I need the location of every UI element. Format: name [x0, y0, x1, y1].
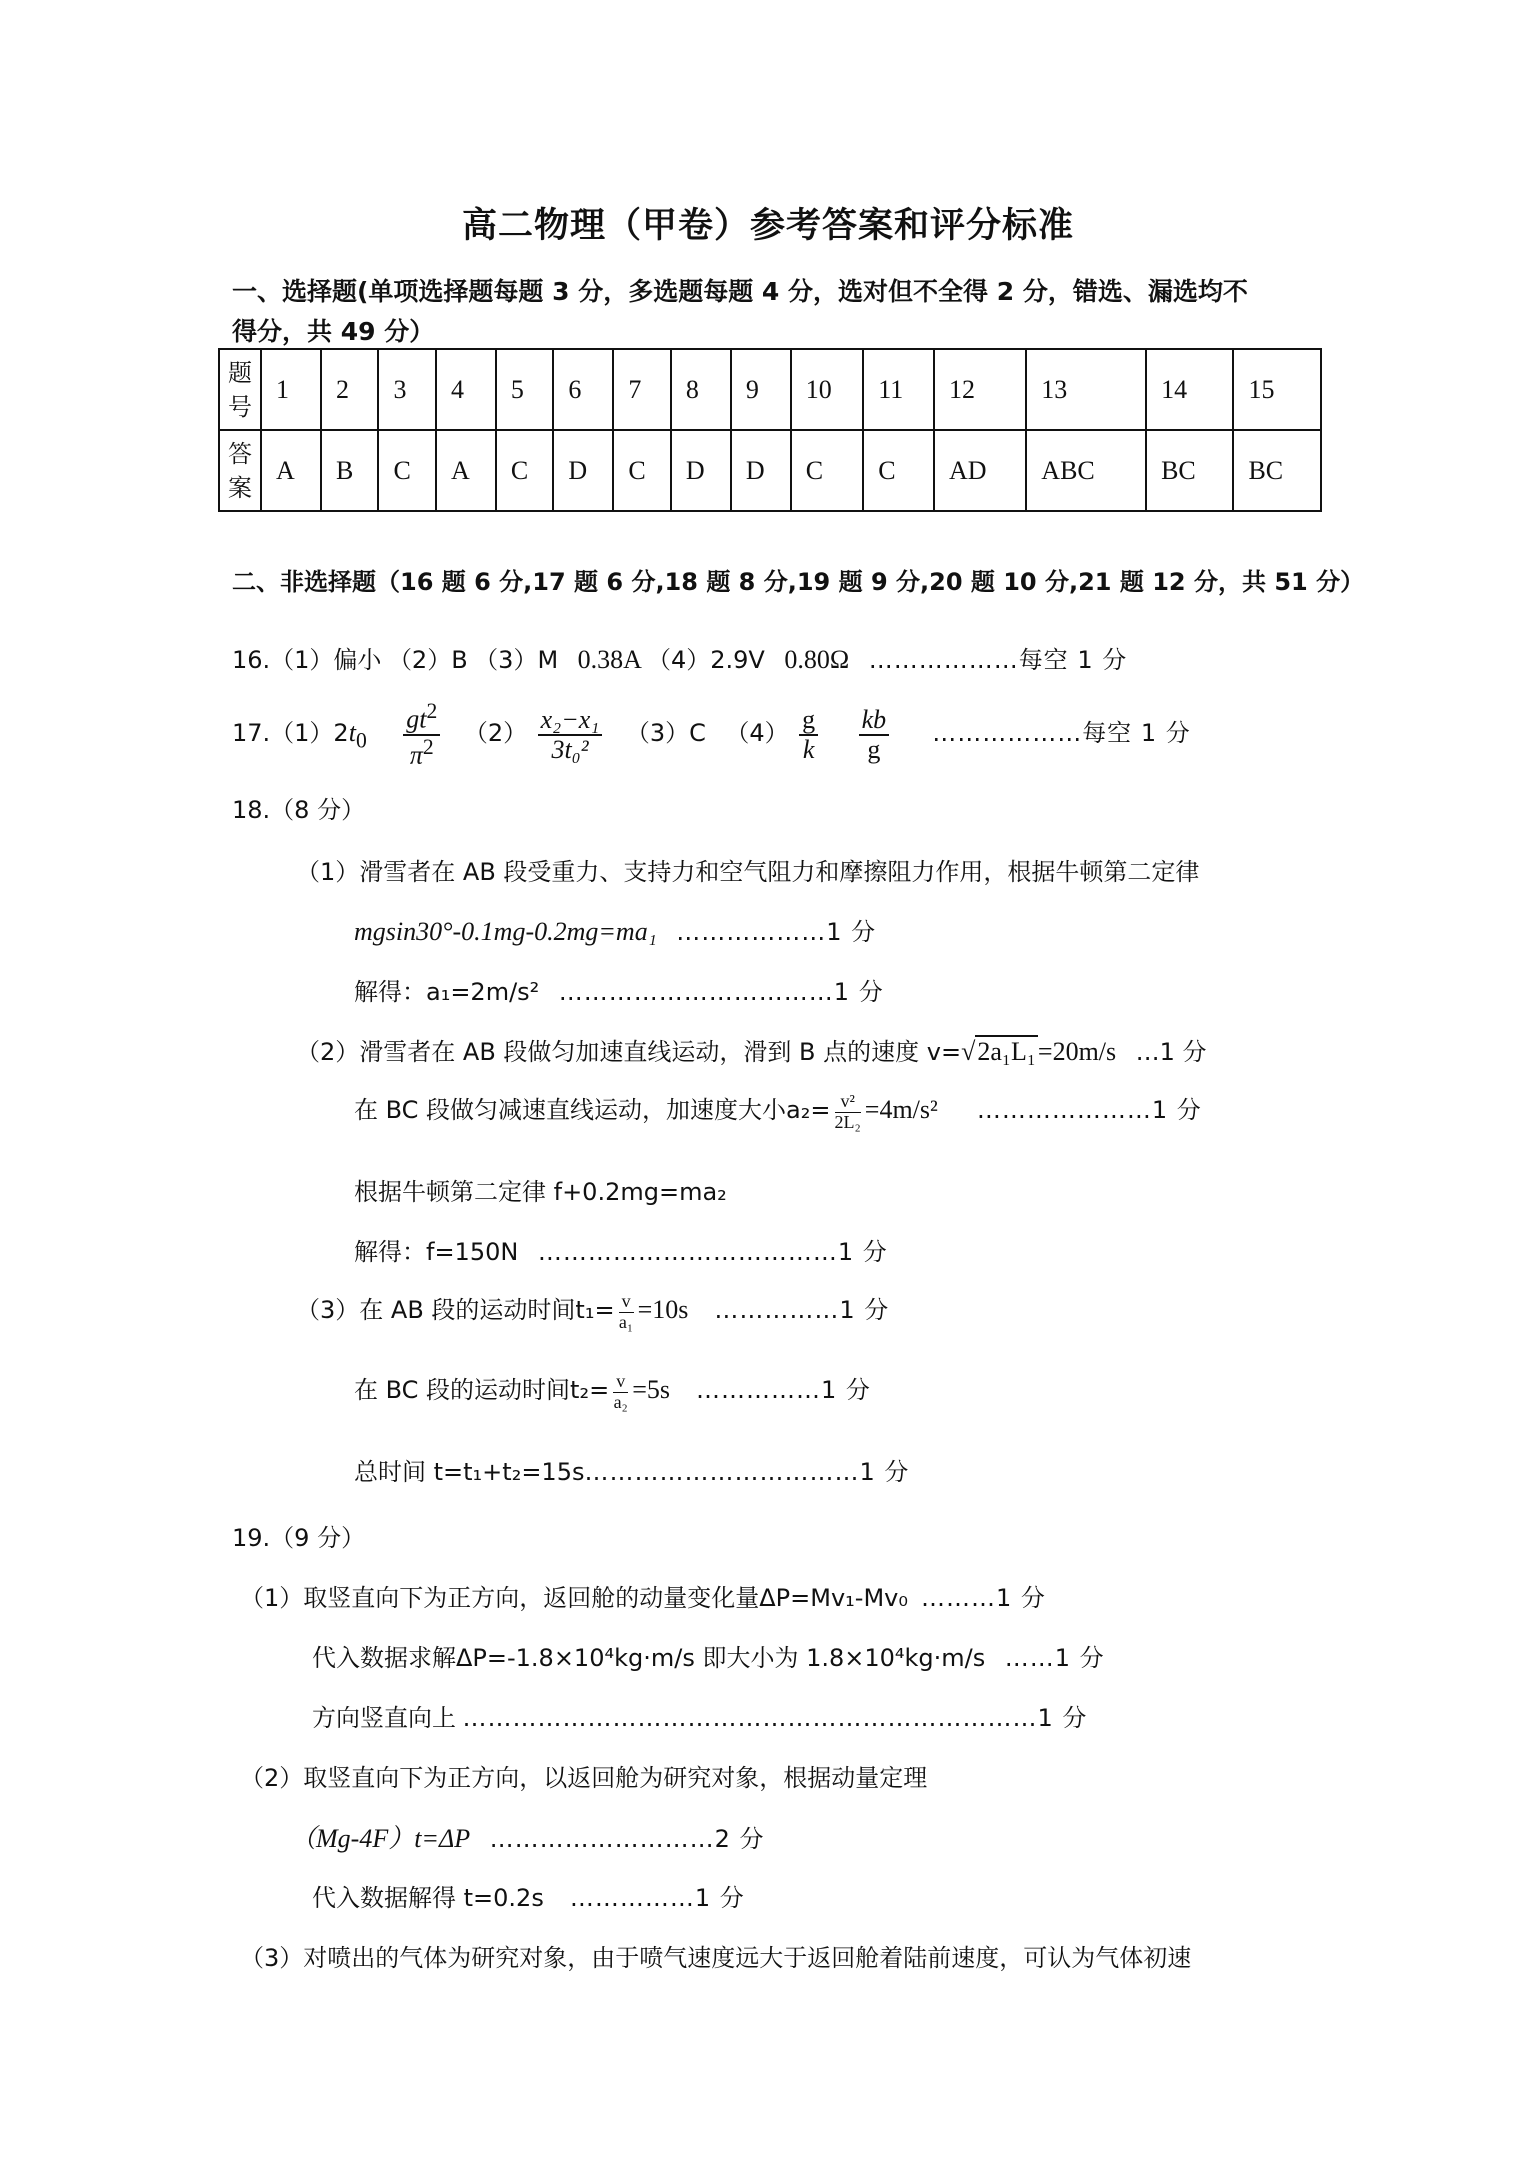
q19-substitute: [312, 1638, 1105, 1673]
q18-friction-text: 解得：f=150N: [354, 1238, 519, 1266]
q19-impulse-text: （Mg-4F）t=ΔP: [290, 1824, 471, 1853]
question-number-row: [219, 349, 1321, 430]
answer-cell: BC: [1146, 430, 1233, 511]
q18-heading: 18.（8 分）: [232, 796, 366, 824]
q19-substitute-score: ……1 分: [1004, 1644, 1105, 1672]
q18-t1-den: a₁: [618, 1311, 634, 1332]
q18-part2-score: …1 分: [1135, 1038, 1207, 1066]
question-number-cell: 4: [436, 349, 496, 430]
row-header-answer: 答 案: [219, 430, 261, 511]
q18-eq1-text: mgsin30°-0.1mg-0.2mg=ma₁: [354, 917, 657, 946]
question-number-cell: 7: [613, 349, 670, 430]
answer-cell: D: [731, 430, 791, 511]
answer-cell: B: [321, 430, 378, 511]
q19-direction-score: ……………………………………………………………1 分: [462, 1704, 1088, 1732]
answer-cell: A: [436, 430, 496, 511]
q18-t2-score: ……………1 分: [695, 1376, 871, 1404]
row-header-question: 题 号: [219, 349, 261, 430]
section1-heading: 一、选择题(单项选择题每题 3 分，多选题每题 4 分，选对但不全得 2 分，错选、漏选均不: [232, 277, 1248, 306]
q18-t1-text: （3）在 AB 段的运动时间t₁=: [296, 1296, 615, 1324]
q19-part2: （2）取竖直向下为正方向，以返回舱为研究对象，根据动量定理: [240, 1764, 928, 1792]
q17-f1-den: π: [409, 740, 423, 770]
q18-t1-fraction: [619, 1292, 634, 1333]
question-number-cell: 2: [321, 349, 378, 430]
q18-total: [354, 1452, 909, 1487]
q18-eq1: [354, 912, 876, 947]
question-number-cell: 14: [1146, 349, 1233, 430]
q18-t1-score: ……………1 分: [714, 1296, 890, 1324]
q17-answer: [232, 700, 1191, 771]
q18-t1-num: v: [619, 1292, 634, 1313]
q18-accel-value: =4m/s²: [864, 1095, 938, 1124]
q17-f1-num: gt: [406, 704, 427, 734]
q18-eq2-text: 解得：a₁=2m/s²: [354, 978, 540, 1006]
q18-part3: [296, 1290, 889, 1332]
answer-cell: D: [553, 430, 613, 511]
q18-total-text: 总时间 t=t₁+t₂=15s: [354, 1458, 585, 1486]
question-number-cell: 9: [731, 349, 791, 430]
question-number-cell: 15: [1233, 349, 1321, 430]
q18-t2-value: =5s: [632, 1375, 670, 1404]
q16-answer: [232, 640, 1127, 675]
question-number-cell: 1: [261, 349, 321, 430]
q18-friction: [354, 1232, 888, 1267]
q18-t2-den: a₂: [613, 1391, 628, 1412]
q18-part2: （2）滑雪者在 AB 段做匀加速直线运动，滑到 B 点的速度 v=√2a₁L₁=20m/s …1 分: [296, 1037, 1207, 1066]
q18-accel: [354, 1090, 1202, 1132]
q18-accel-score: …………………1 分: [976, 1096, 1202, 1124]
q17-part1: 17.（1）2: [232, 719, 349, 748]
q18-eq1-score: ………………1 分: [676, 918, 877, 946]
q16-score: ………………每空 1 分: [868, 646, 1128, 674]
answer-row: [219, 430, 1321, 511]
q17-f2-num: x₂−x₁: [540, 704, 600, 734]
q18-eq2: [354, 972, 884, 1007]
q19-substitute-text: 代入数据求解ΔP=-1.8×10⁴kg·m/s 即大小为 1.8×10⁴kg·m/s: [312, 1644, 986, 1672]
q16-resistance: 0.80Ω: [784, 645, 850, 674]
q17-part2: （2）: [463, 719, 528, 748]
q18-t2: [354, 1370, 871, 1412]
section1-heading-cont: 得分，共 49 分）: [232, 317, 435, 346]
q19-time: [312, 1878, 745, 1913]
q16-part1: 16.（1）偏小: [232, 646, 382, 674]
q19-direction: [312, 1698, 1087, 1733]
q18-velocity: =20m/s: [1037, 1037, 1117, 1066]
q18-accel-fraction: [835, 1092, 861, 1133]
q17-f4-den: g: [867, 735, 881, 765]
q19-direction-text: 方向竖直向上: [312, 1704, 456, 1732]
answer-cell: C: [613, 430, 670, 511]
q19-part1: [240, 1578, 1046, 1613]
q18-eq2-score: ……………………………1 分: [558, 978, 884, 1006]
q16-current: 0.38A: [577, 645, 641, 674]
q18-part2-text: （2）滑雪者在 AB 段做匀加速直线运动，滑到 B 点的速度 v=: [296, 1038, 962, 1066]
q18-accel-den: 2L₂: [834, 1111, 861, 1132]
answer-cell: D: [671, 430, 731, 511]
q17-f1-den-sup: 2: [422, 735, 434, 760]
q17-part3: （3）C: [625, 719, 706, 748]
q19-part3: （3）对喷出的气体为研究对象，由于喷气速度远大于返回舱着陆前速度，可认为气体初速: [240, 1944, 1192, 1972]
question-number-cell: 3: [378, 349, 435, 430]
q18-t2-text: 在 BC 段的运动时间t₂=: [354, 1376, 610, 1404]
q18-part1: （1）滑雪者在 AB 段受重力、支持力和空气阻力和摩擦阻力作用，根据牛顿第二定律: [296, 858, 1200, 886]
q18-accel-num: v²: [835, 1092, 861, 1113]
q19-impulse-score: ………………………2 分: [489, 1825, 765, 1853]
q19-part1-score: ………1 分: [921, 1584, 1046, 1612]
question-number-cell: 13: [1026, 349, 1146, 430]
answer-cell: C: [863, 430, 934, 511]
q19-time-score: ……………1 分: [569, 1884, 745, 1912]
q18-newton: 根据牛顿第二定律 f+0.2mg=ma₂: [354, 1178, 727, 1206]
q18-t2-fraction: [613, 1372, 628, 1413]
q17-t0: t: [348, 718, 356, 748]
q18-accel-text: 在 BC 段做匀减速直线运动，加速度大小a₂=: [354, 1096, 831, 1124]
question-number-cell: 8: [671, 349, 731, 430]
q17-fraction-4: [859, 706, 890, 765]
q19-heading: 19.（9 分）: [232, 1524, 366, 1552]
q17-t0-sub: 0: [355, 728, 367, 753]
question-number-cell: 12: [934, 349, 1026, 430]
question-number-cell: 11: [863, 349, 934, 430]
q17-f4-num: kb: [861, 704, 887, 734]
answer-cell: AD: [934, 430, 1026, 511]
q18-total-score: ……………………………1 分: [584, 1458, 910, 1486]
q17-f3-num: g: [799, 706, 818, 737]
answer-cell: A: [261, 430, 321, 511]
q19-impulse: [290, 1818, 765, 1855]
q19-part1-text: （1）取竖直向下为正方向，返回舱的动量变化量ΔP=Mv₁-Mv₀: [240, 1584, 908, 1612]
q16-part4: （4）2.9V: [647, 646, 765, 674]
q18-sqrt: 2a₁L₁: [977, 1037, 1036, 1066]
q17-fraction-2: [538, 706, 603, 765]
q18-friction-score: ………………………………1 分: [537, 1238, 888, 1266]
answer-cell: ABC: [1026, 430, 1146, 511]
q16-part2: （2）B: [387, 646, 468, 674]
q19-time-text: 代入数据解得 t=0.2s: [312, 1884, 544, 1912]
q17-fraction-1: [403, 700, 440, 771]
q17-f1-sup: 2: [426, 699, 438, 723]
question-number-cell: 10: [791, 349, 863, 430]
q17-score: ………………每空 1 分: [932, 719, 1191, 748]
section2-heading: 二、非选择题（16 题 6 分,17 题 6 分,18 题 8 分,19 题 9 分,20 题 10 分,21 题 12 分，共 51 分）: [232, 568, 1365, 596]
q17-part4: （4）: [725, 719, 789, 748]
answer-cell: C: [496, 430, 553, 511]
q18-t2-num: v: [613, 1372, 628, 1393]
q17-f2-den: 3t₀²: [551, 735, 589, 765]
answer-cell: C: [378, 430, 435, 511]
q18-t1-value: =10s: [637, 1295, 689, 1324]
answer-table: [218, 348, 1322, 512]
q17-fraction-3: [799, 706, 818, 765]
page-title: 高二物理（甲卷）参考答案和评分标准: [461, 206, 1074, 246]
answer-cell: BC: [1233, 430, 1321, 511]
q17-f3-den: k: [802, 735, 815, 765]
question-number-cell: 5: [496, 349, 553, 430]
question-number-cell: 6: [553, 349, 613, 430]
q16-part3: （3）M: [474, 646, 559, 674]
answer-cell: C: [791, 430, 863, 511]
